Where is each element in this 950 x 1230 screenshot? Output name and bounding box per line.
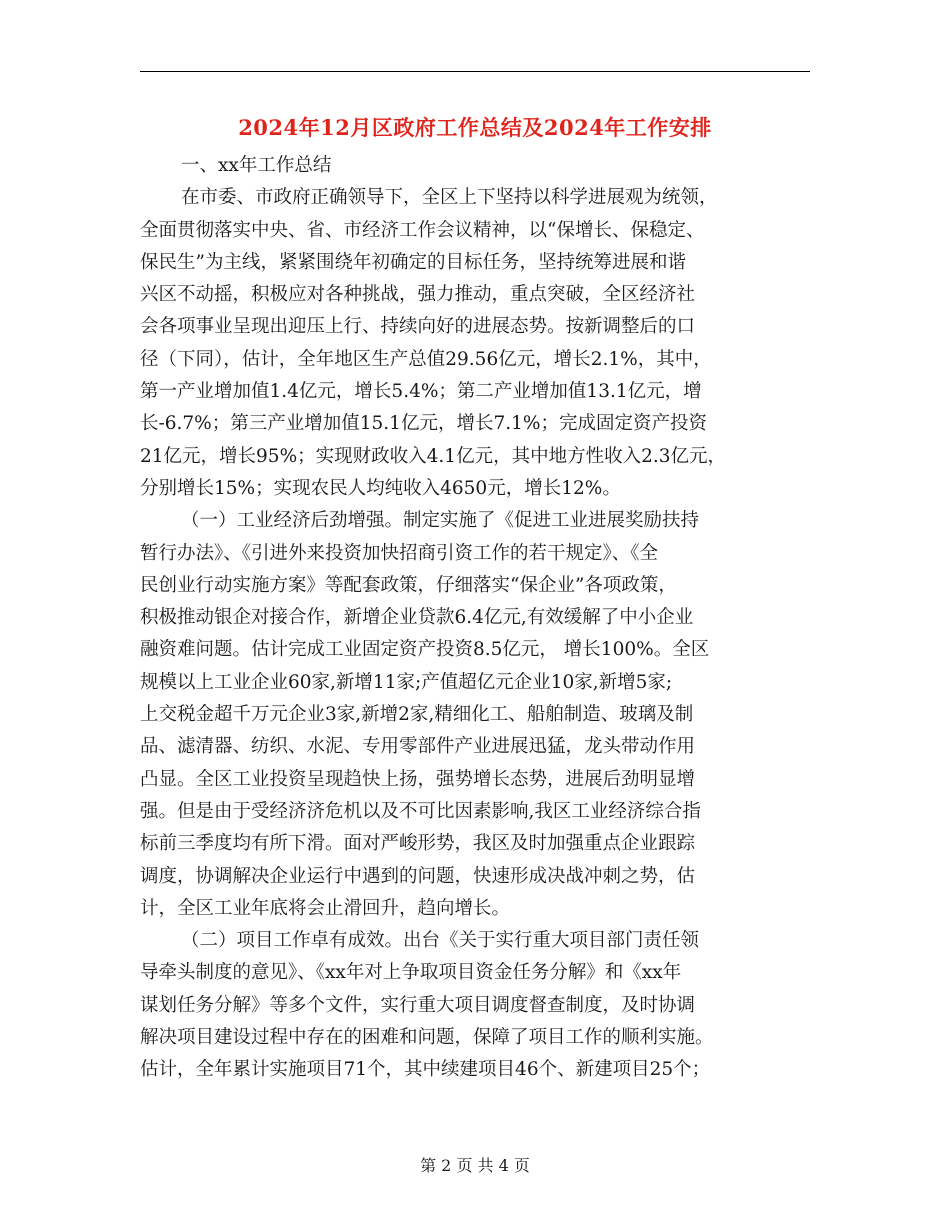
body-line: 积极推动银企对接合作，新增企业贷款6.4亿元,有效缓解了中小企业 — [140, 607, 694, 629]
body-line: 品、滤清器、纺织、水泥、专用零部件产业进展迅猛，龙头带动作用 — [140, 736, 696, 758]
body-line: 标前三季度均有所下滑。面对严峻形势，我区及时加强重点企业跟踪 — [140, 833, 696, 855]
body-line: 21亿元，增长95%；实现财政收入4.1亿元，其中地方性收入2.3亿元， — [140, 445, 727, 467]
body-line: 径（下同），估计，全年地区生产总值29.56亿元，增长2.1%，其中， — [140, 348, 712, 370]
body-line: 暂行办法》、《引进外来投资加快招商引资工作的若干规定》、《全 — [140, 542, 659, 564]
body-line: 分别增长15%；实现农民人均纯收入4650元，增长12%。 — [140, 477, 621, 499]
body-line: 融资难问题。估计完成工业固定资产投资8.5亿元， 增长100%。全区 — [140, 639, 710, 661]
section-heading: 一、xx年工作总结 — [181, 155, 332, 176]
body-line: 强。但是由于受经济济危机以及不可比因素影响,我区工业经济综合指 — [140, 800, 701, 822]
body-line: 上交税金超千万元企业3家,新增2家,精细化工、船舶制造、玻璃及制 — [140, 704, 694, 726]
subsection-heading: （二）项目工作卓有成效。出台《关于实行重大项目部门责任领 — [181, 930, 700, 952]
document-title: 2024年12月区政府工作总结及2024年工作安排 — [238, 115, 712, 140]
body-line: 保民生”为主线，紧紧围绕年初确定的目标任务，坚持统筹进展和谐 — [140, 251, 686, 273]
body-line: 民创业行动实施方案》等配套政策，仔细落实“保企业”各项政策， — [140, 574, 677, 596]
document-body — [140, 150, 810, 1087]
page-number: 第 2 页 共 4 页 — [420, 1156, 530, 1175]
body-line: 第一产业增加值1.4亿元，增长5.4%；第二产业增加值13.1亿元，增 — [140, 381, 702, 403]
body-line: 在市委、市政府正确领导下，全区上下坚持以科学进展观为统领， — [181, 187, 718, 209]
body-line: 全面贯彻落实中央、省、市经济工作会议精神，以“保增长、保稳定、 — [140, 219, 705, 241]
body-line: 导牵头制度的意见》、《xx年对上争取项目资金任务分解》和《xx年 — [140, 962, 682, 984]
body-line: 谋划任务分解》等多个文件，实行重大项目调度督查制度，及时协调 — [140, 994, 696, 1016]
body-line: 解决项目建设过程中存在的困难和问题，保障了项目工作的顺利实施。 — [140, 1027, 714, 1049]
body-line: 规模以上工业企业60家,新增11家;产值超亿元企业10家,新增5家; — [140, 671, 673, 693]
subsection-heading: （一）工业经济后劲增强。制定实施了《促进工业进展奖励扶持 — [181, 510, 700, 532]
header-rule — [140, 71, 810, 72]
body-line: 计，全区工业年底将会止滑回升，趋向增长。 — [140, 897, 511, 919]
body-line: 兴区不动摇，积极应对各种挑战，强力推动，重点突破，全区经济社 — [140, 284, 696, 306]
body-line: 会各项事业呈现出迎压上行、持续向好的进展态势。按新调整后的口 — [140, 316, 696, 338]
body-line: 调度，协调解决企业运行中遇到的问题，快速形成决战冲刺之势，估 — [140, 865, 696, 887]
body-line: 凸显。全区工业投资呈现趋快上扬，强势增长态势，进展后劲明显增 — [140, 768, 696, 790]
body-line: 估计，全年累计实施项目71个，其中续建项目46个、新建项目25个； — [140, 1059, 711, 1081]
body-line: 长-6.7%；第三产业增加值15.1亿元，增长7.1%；完成固定资产投资 — [140, 413, 707, 435]
